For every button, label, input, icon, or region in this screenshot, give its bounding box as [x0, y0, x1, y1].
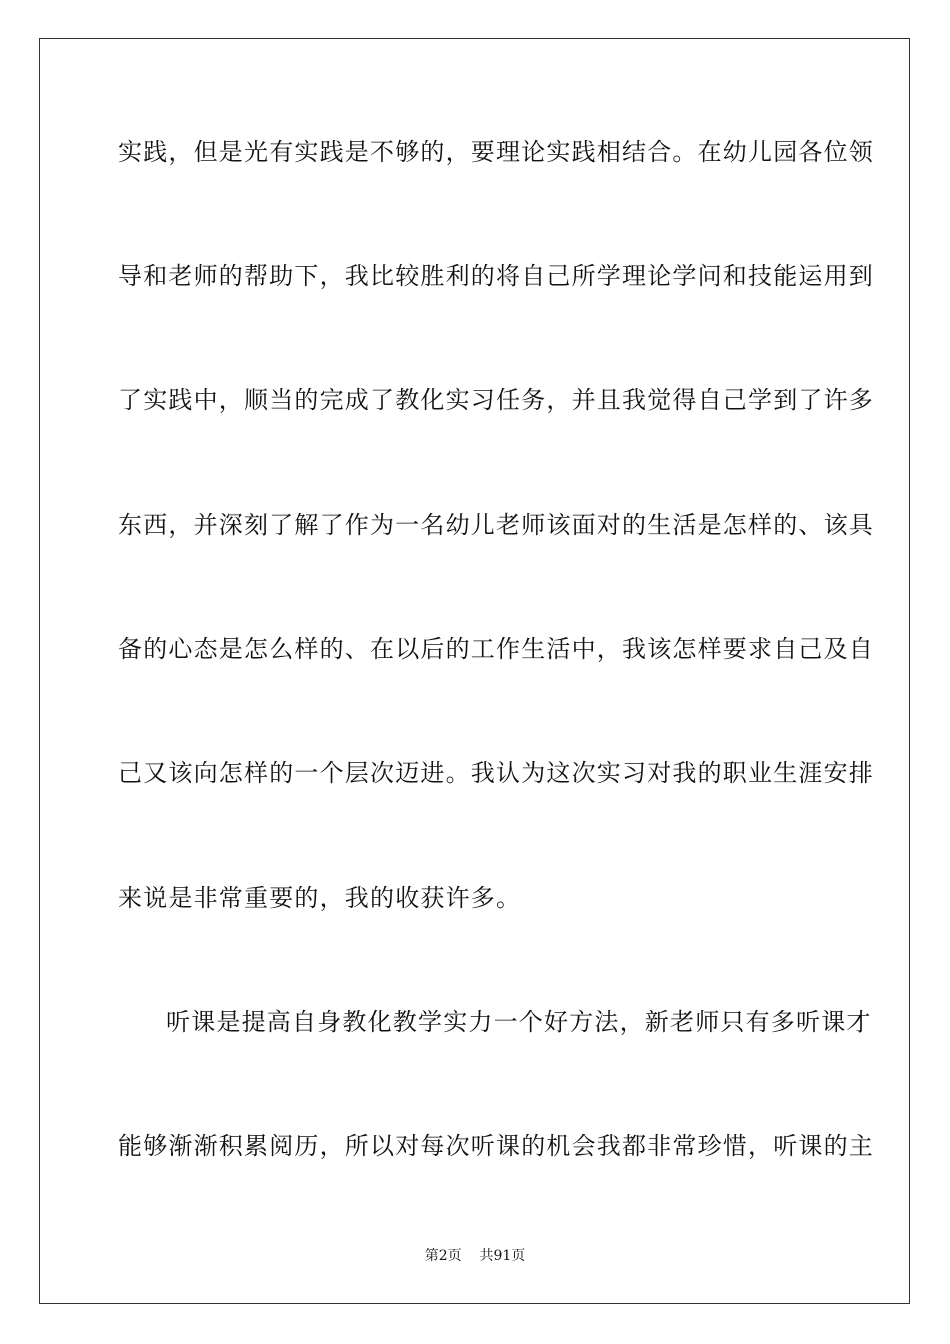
paragraph-line: 备的心态是怎么样的、在以后的工作生活中，我该怎样要求自己及自 [118, 635, 874, 663]
paragraph-line: 东西，并深刻了解了作为一名幼儿老师该面对的生活是怎样的、该具 [118, 511, 874, 539]
page-border [39, 38, 910, 1304]
paragraph-line: 来说是非常重要的，我的收获许多。 [118, 884, 522, 912]
paragraph-line: 己又该向怎样的一个层次迈进。我认为这次实习对我的职业生涯安排 [118, 759, 874, 787]
paragraph-line: 导和老师的帮助下，我比较胜利的将自己所学理论学问和技能运用到 [118, 262, 874, 290]
paragraph-line: 实践，但是光有实践是不够的，要理论实践相结合。在幼儿园各位领 [118, 138, 874, 166]
page-number-footer: 第2页 共91页 [424, 1248, 526, 1264]
paragraph-first-line: 听课是提高自身教化教学实力一个好方法，新老师只有多听课才 [166, 1008, 872, 1036]
paragraph-line: 能够渐渐积累阅历，所以对每次听课的机会我都非常珍惜，听课的主 [118, 1132, 874, 1160]
paragraph-line: 了实践中，顺当的完成了教化实习任务，并且我觉得自己学到了许多 [118, 386, 874, 414]
